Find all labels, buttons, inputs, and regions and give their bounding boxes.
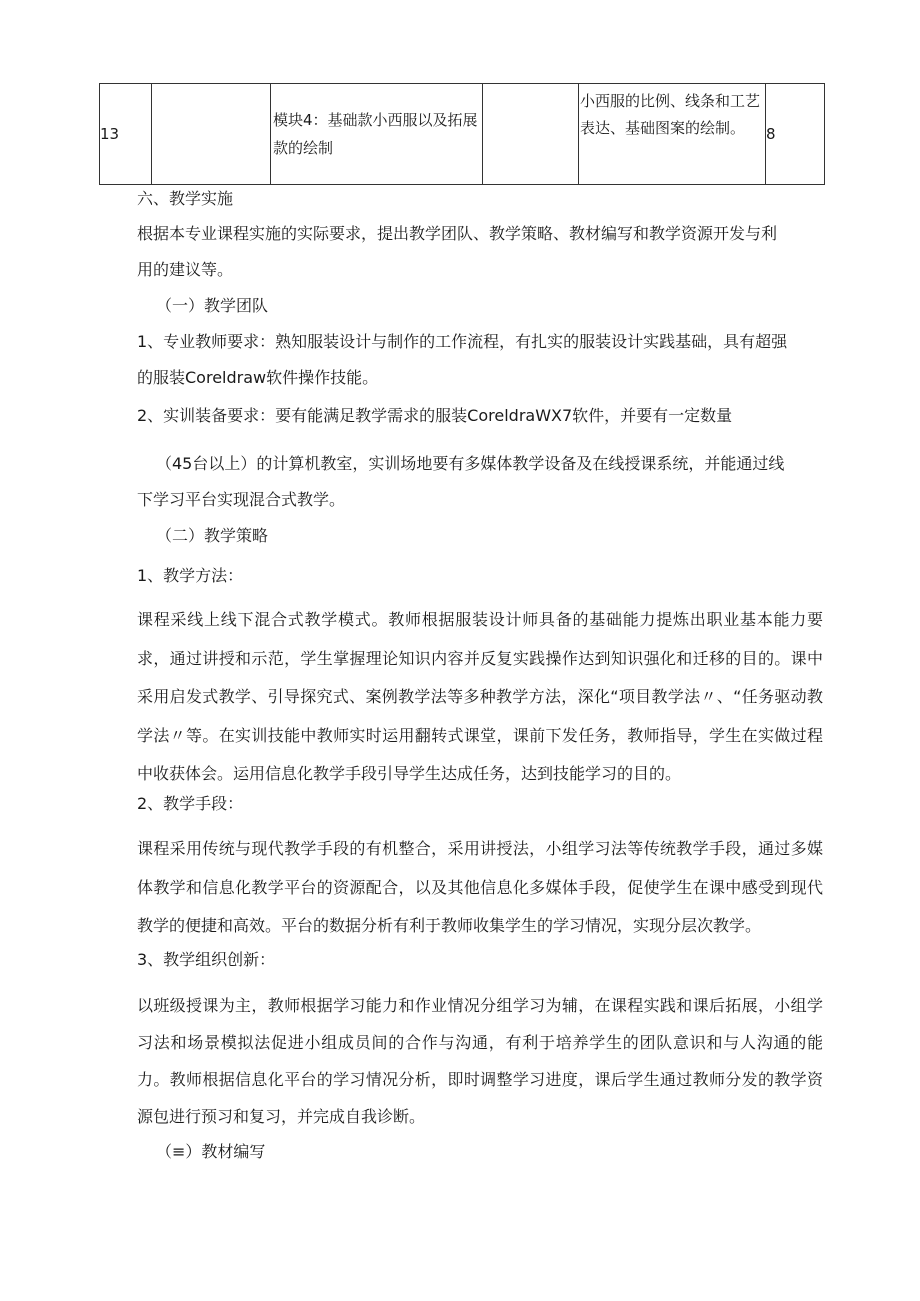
subsection-heading-strategy: （二）教学策略 (156, 526, 269, 545)
team-item-2-line: 2、实训装备要求：要有能满足教学需求的服装CoreldraWX7软件，并要有一定数量 (137, 406, 733, 425)
module-name: 模块4：基础款小西服以及拓展款的绘制 (273, 111, 478, 157)
empty-cell (483, 84, 579, 185)
org-paragraph: 以班级授课为主，教师根据学习能力和作业情况分组学习为辅，在课程实践和课后拓展，小组学习法和场景模拟法促进小组成员间的合作与沟通，有利于培养学生的团队意识和与人沟通的能力。教师根据信息化平台的学习情况分析，即时调整学习进度，课后学生通过教师分发的教学资源包进行预习和复习，并完成自我诊断。 (137, 996, 823, 1126)
hours-cell (766, 84, 825, 185)
module-name-cell (271, 84, 483, 185)
method-heading: 1、教学方法： (137, 566, 244, 585)
method-paragraph: 课程采线上线下混合式教学模式。教师根据服装设计师具备的基础能力提炼出职业基本能力要求，通过讲授和示范，学生掌握理论知识内容并反复实践操作达到知识强化和迁移的目的。课中采用启发式教学、引导探究式、案例教学法等多种教学方法，深化“项目教学法〃、“任务驱动教学法〃等。在实训技能中教师实时运用翻转式课堂，课前下发任务，教师指导，学生在实做过程中收获体会。运用信息化教学手段引导学生达成任务，达到技能学习的目的。 (137, 610, 823, 783)
team-item-1-line: 1、专业教师要求：熟知服装设计与制作的工作流程，有扎实的服装设计实践基础，具有超强 (137, 332, 788, 351)
module-content: 小西服的比例、线条和工艺表达、基础图案的绘制。 (580, 92, 761, 137)
subsection-heading-team: （一）教学团队 (156, 296, 269, 315)
means-paragraph: 课程采用传统与现代教学手段的有机整合，采用讲授法，小组学习法等传统教学手段，通过多媒体教学和信息化教学平台的资源配合，以及其他信息化多媒体手段，促使学生在课中感受到现代教学的便捷和高效。平台的数据分析有利于教师收集学生的学习情况，实现分层次教学。 (137, 839, 823, 935)
intro-text-line: 用的建议等。 (137, 260, 234, 279)
module-content-cell (579, 84, 766, 185)
hours: 8 (766, 125, 776, 143)
means-heading: 2、教学手段： (137, 794, 244, 813)
section-heading: 六、教学实施 (137, 189, 234, 208)
row-number-cell (100, 84, 152, 185)
intro-text-line: 根据本专业课程实施的实际要求，提出教学团队、教学策略、教材编写和教学资源开发与利 (137, 224, 778, 243)
team-item-1-line: 的服装Coreldraw软件操作技能。 (137, 368, 379, 387)
course-module-table (99, 83, 825, 185)
team-item-2-line: （45台以上）的计算机教室，实训场地要有多媒体教学设备及在线授课系统，并能通过线 (156, 454, 785, 473)
org-heading: 3、教学组织创新： (137, 950, 276, 969)
table-row (100, 84, 825, 185)
row-number: 13 (100, 125, 120, 143)
subsection-heading-textbook: （≡）教材编写 (156, 1142, 266, 1161)
empty-cell (152, 84, 271, 185)
team-item-2-line: 下学习平台实现混合式教学。 (137, 490, 346, 509)
